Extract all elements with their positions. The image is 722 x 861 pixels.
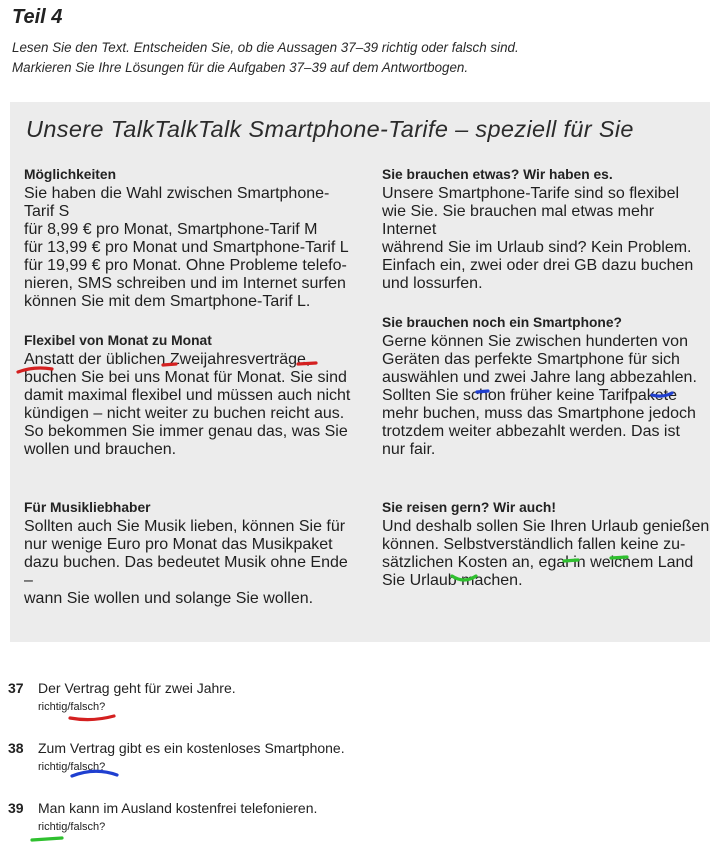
question-text: Zum Vertrag gibt es ein kostenloses Smartphone. — [38, 740, 345, 756]
section-reisen — [382, 497, 712, 590]
text-line: Unsere Smartphone-Tarife sind so flexibel — [382, 185, 680, 202]
section-heading: Flexibel von Monat zu Monat — [24, 333, 212, 348]
section-smartphone — [382, 312, 712, 459]
answer-options[interactable]: richtig/falsch? — [38, 761, 106, 773]
text-line: und lossurfen. — [382, 275, 483, 292]
section-musikliebhaber — [24, 497, 354, 608]
text-line: während Sie im Urlaub sind? Kein Problem. — [382, 239, 692, 256]
question-number: 38 — [8, 740, 24, 756]
section-heading: Sie brauchen noch ein Smartphone? — [382, 315, 622, 330]
text-line: kündigen – nicht weiter zu buchen reicht aus. — [24, 405, 345, 422]
text-line: buchen Sie bei uns Monat für Monat. Sie sind — [24, 369, 347, 386]
text-line: auswählen und zwei Jahre lang abbezahlen. — [382, 369, 697, 386]
article-title: Unsere TalkTalkTalk Smartphone-Tarife – speziell für Sie — [26, 116, 634, 142]
red-underline-mark — [70, 716, 114, 720]
text-line: können Sie mit dem Smartphone-Tarif L. — [24, 293, 311, 310]
text-line: für 13,99 € pro Monat und Smartphone-Tarif L — [24, 239, 349, 256]
text-line: Sollten auch Sie Musik lieben, können Sie für — [24, 518, 346, 535]
section-brauchen-etwas — [382, 164, 712, 293]
section-flexibel — [24, 330, 354, 459]
answer-options[interactable]: richtig/falsch? — [38, 821, 106, 833]
text-line: mehr buchen, muss das Smartphone jedoch — [382, 405, 696, 422]
green-underline-mark — [32, 838, 62, 840]
text-line: Einfach ein, zwei oder drei GB dazu buchen — [382, 257, 694, 274]
question-number: 37 — [8, 680, 24, 696]
text-line: trotzdem weiter abbezahlt werden. Das ist — [382, 423, 680, 440]
text-line: wollen und brauchen. — [24, 441, 177, 458]
text-line: für 19,99 € pro Monat. Ohne Probleme telefo- — [24, 257, 347, 274]
text-line: nur wenige Euro pro Monat das Musikpaket — [24, 536, 333, 553]
instruction-line: Lesen Sie den Text. Entscheiden Sie, ob die Aussagen 37–39 richtig oder falsch sind. — [12, 40, 519, 55]
instruction-line: Markieren Sie Ihre Lösungen für die Aufgaben 37–39 auf dem Antwortbogen. — [12, 59, 469, 75]
text-line: wann Sie wollen und solange Sie wollen. — [24, 590, 314, 607]
text-line: damit maximal flexibel und müssen auch nicht — [24, 387, 351, 404]
text-line: Und deshalb sollen Sie Ihren Urlaub genießen — [382, 518, 710, 535]
section-heading: Sie brauchen etwas? Wir haben es. — [382, 167, 613, 182]
text-line: können. Selbstverständlich fallen keine zu- — [382, 536, 686, 553]
section-heading: Möglichkeiten — [24, 167, 116, 182]
question-text: Man kann im Ausland kostenfrei telefonieren. — [38, 800, 318, 816]
instructions — [12, 38, 519, 77]
text-line: dazu buchen. Das bedeutet Musik ohne Ende – — [24, 554, 348, 589]
question-number: 39 — [8, 800, 24, 816]
section-heading: Sie reisen gern? Wir auch! — [382, 500, 556, 515]
answer-options[interactable]: richtig/falsch? — [38, 701, 106, 713]
text-line: Sollten Sie schon früher keine Tarifpakete — [382, 387, 677, 404]
text-line: wie Sie. Sie brauchen mal etwas mehr Internet — [382, 203, 655, 238]
text-line: nieren, SMS schreiben und im Internet surfen — [24, 275, 346, 292]
text-line: So bekommen Sie immer genau das, was Sie — [24, 423, 348, 440]
text-line: sätzlichen Kosten an, egal in welchem Land — [382, 554, 694, 571]
question-text: Der Vertrag geht für zwei Jahre. — [38, 680, 236, 696]
section-heading: Für Musikliebhaber — [24, 500, 151, 515]
page-title: Teil 4 — [12, 6, 63, 28]
text-line: nur fair. — [382, 441, 436, 458]
text-line: Sie Urlaub machen. — [382, 572, 523, 589]
text-line: Anstatt der üblichen Zweijahresverträge, — [24, 351, 311, 368]
text-line: Sie haben die Wahl zwischen Smartphone-Tarif S — [24, 185, 330, 220]
text-line: für 8,99 € pro Monat, Smartphone-Tarif M — [24, 221, 318, 238]
article-box — [10, 102, 710, 642]
section-moeglichkeiten — [24, 164, 354, 311]
text-line: Geräten das perfekte Smartphone für sich — [382, 351, 680, 368]
text-line: Gerne können Sie zwischen hunderten von — [382, 333, 688, 350]
